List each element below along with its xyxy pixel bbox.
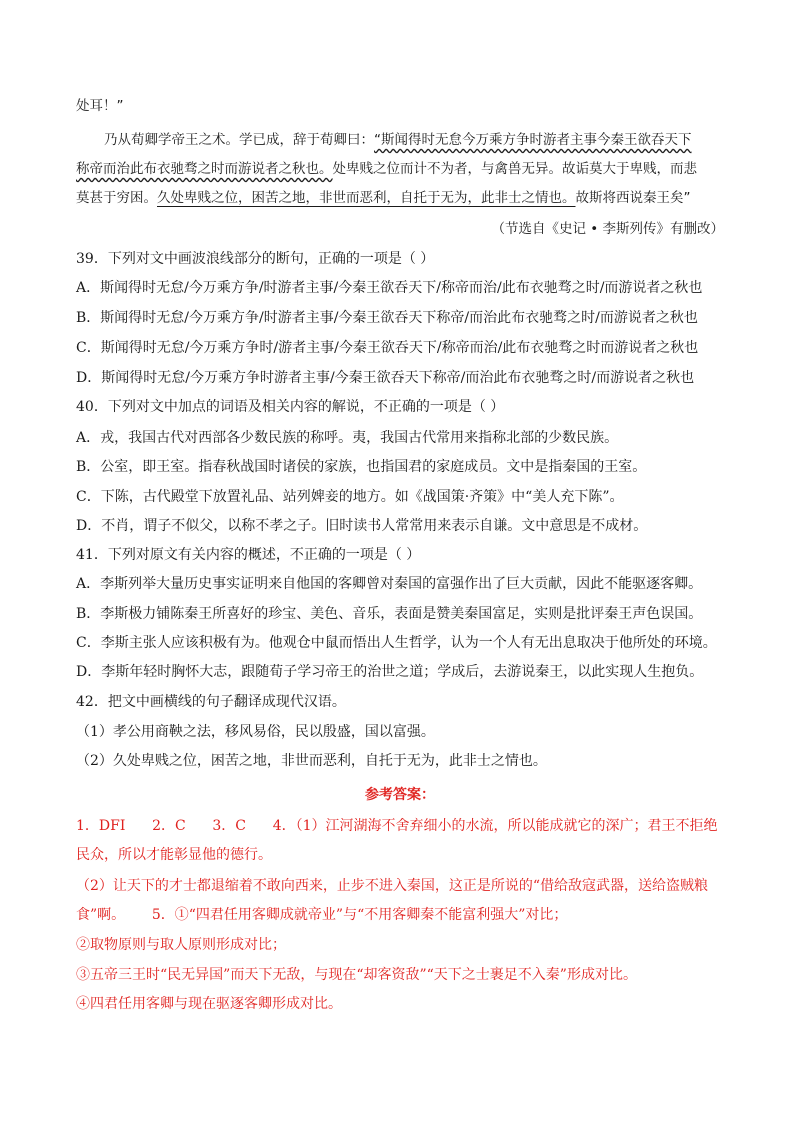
answer-line: 食”啊。 5．①“四君任用客卿成就帝业”与“不用客卿秦不能富利强大”对比； [76, 907, 568, 923]
option-40-a: A．戎，我国古代对西部各少数民族的称呼。夷，我国古代常用来指称北部的少数民族。 [76, 430, 619, 446]
answer-line: 1．DFI 2．C 3．C 4．（1）江河湖海不舍弃细小的水流，所以能成就它的深广；君王不拒绝 [76, 818, 718, 834]
option-41-c: C．李斯主张人应该积极有为。他观仓中鼠而悟出人生哲学，认为一个人有无出息取决于他所处的环境。 [76, 635, 717, 651]
option-40-d: D．不肖，谓子不似父，以称不孝之子。旧时读书人常常用来表示自谦。文中意思是不成材。 [76, 518, 648, 534]
underlined-text: 久处卑贱之位，困苦之地，非世而恶利，自托于无为，此非士之情也。 [157, 190, 576, 206]
question-42: 42．把文中画横线的句子翻译成现代汉语。 [76, 694, 346, 710]
question-40: 40．下列对文中加点的词语及相关内容的解说，不正确的一项是（ ） [76, 399, 505, 415]
wavy-underlined-text: “斯闻得时无怠今万乘方争时游者主事今秦王欲吞天下 [374, 132, 692, 148]
option-41-b: B．李斯极力铺陈秦王所喜好的珍宝、美色、音乐，表面是赞美秦国富足，实则是批评秦王声色误国。 [76, 606, 703, 622]
passage-source: （节选自《史记 • 李斯列传》有删改） [491, 221, 724, 237]
passage-text: 乃从荀卿学帝王之术。学已成，辞于荀卿曰： [104, 132, 374, 148]
question-41: 41．下列对原文有关内容的概述，不正确的一项是（ ） [76, 547, 421, 563]
sentence-1: （1）孝公用商鞅之法，移风易俗，民以殷盛，国以富强。 [76, 724, 435, 740]
wavy-underlined-text: 称帝而治此布衣驰骛之时而游说者之秋也。 [76, 161, 333, 177]
passage-line-3 [76, 159, 697, 179]
option-39-d: D．斯闻得时无怠/今万乘方争时游者主事/今秦王欲吞天下称帝/而治此布衣驰骛之时/而游说者之秋也 [76, 370, 695, 386]
answer-line: ②取物原则与取人原则形成对比； [76, 937, 286, 953]
answer-line: ④四君任用客卿与现在驱逐客卿形成对比。 [76, 996, 342, 1012]
passage-text: 处卑贱之位而计不为者，与禽兽无异。故诟莫大于卑贱，而悲 [332, 161, 697, 177]
answer-line: （2）让天下的才士都退缩着不敢向西来，止步不进入秦国，这正是所说的“借给敌寇武器，送给盗贼粮 [76, 878, 709, 894]
passage-line-1: 处耳！” [76, 98, 124, 114]
option-40-b: B．公室，即王室。指春秋战国时诸侯的家族，也指国君的家庭成员。文中是指秦国的王室。 [76, 459, 647, 475]
option-39-b: B．斯闻得时无怠/今万乘方争/时游者主事/今秦王欲吞天下称帝/而治此布衣驰骛之时/而游说者之秋也 [76, 310, 698, 326]
option-39-c: C．斯闻得时无怠/今万乘方争时/游者主事/今秦王欲吞天下/称帝而治/此布衣驰骛之时而游说者之秋也 [76, 340, 699, 356]
option-39-a: A．斯闻得时无怠/今万乘方争/时游者主事/今秦王欲吞天下/称帝而治/此布衣驰骛之时/而游说者之秋也 [76, 280, 703, 296]
passage-line-2 [104, 130, 692, 150]
passage-text: 莫甚于穷困。 [76, 190, 157, 206]
sentence-2: （2）久处卑贱之位，困苦之地，非世而恶利，自托于无为，此非士之情也。 [76, 753, 547, 769]
passage-line-4 [76, 188, 691, 208]
option-40-c: C．下陈，古代殿堂下放置礼品、站列婢妾的地方。如《战国策·齐策》中“美人充下陈”。 [76, 489, 624, 505]
answer-line: ③五帝三王时“民无异国”而天下无敌，与现在“却客资敌”“天下之士裹足不入秦”形成对比。 [76, 967, 637, 983]
answer-line: 民众，所以才能彰显他的德行。 [76, 847, 272, 863]
option-41-a: A．李斯列举大量历史事实证明来自他国的客卿曾对秦国的富强作出了巨大贡献，因此不能驱逐客卿。 [76, 576, 703, 592]
answer-heading: 参考答案： [365, 787, 435, 803]
passage-text: 故斯将西说秦王矣” [575, 190, 691, 206]
option-41-d: D．李斯年轻时胸怀大志，跟随荀子学习帝王的治世之道；学成后，去游说秦王，以此实现人生抱负。 [76, 664, 704, 680]
question-39: 39．下列对文中画波浪线部分的断句，正确的一项是（ ） [76, 251, 435, 267]
